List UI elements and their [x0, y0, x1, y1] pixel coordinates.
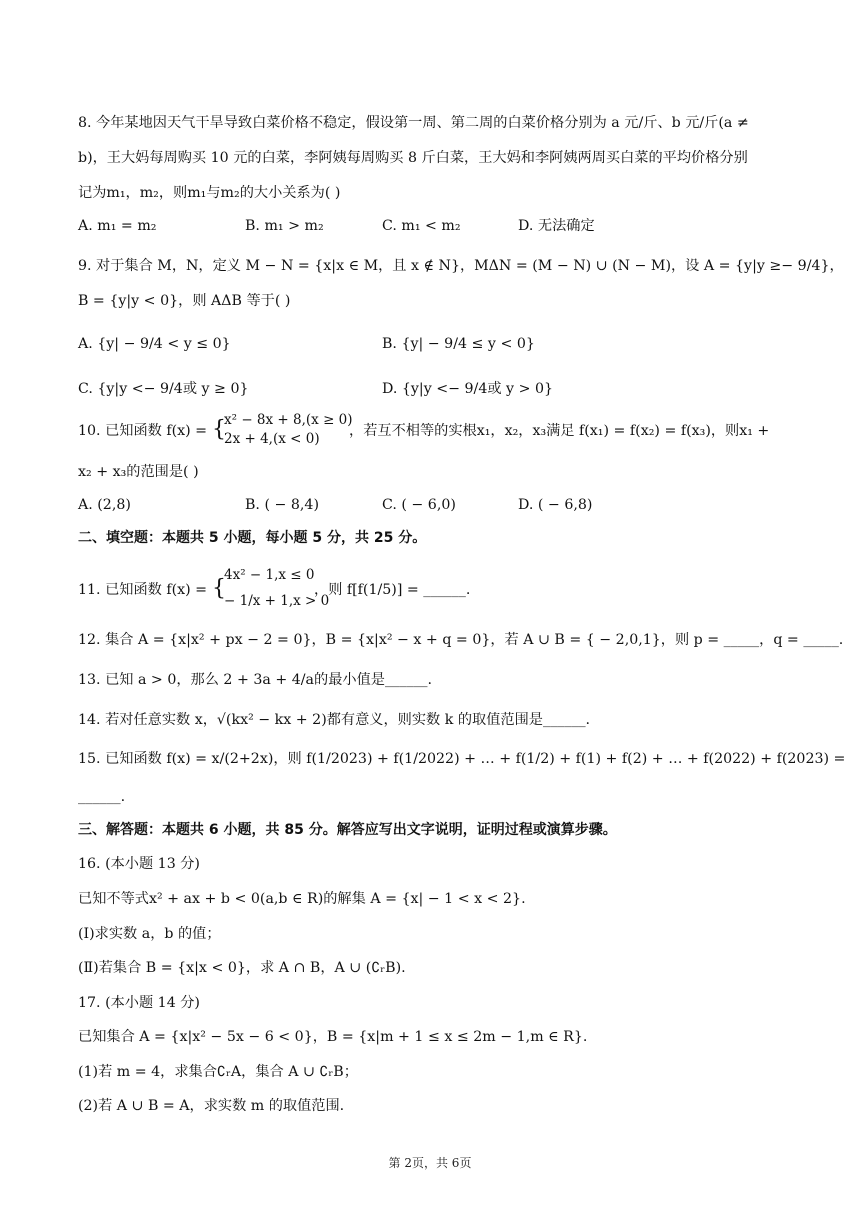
q12-text: 12. 集合 A = {x|x² + px − 2 = 0}，B = {x|x² − x + q = 0}，若 A ∪ B = { − 2,0,1}，则 p = _____，q = _____. [78, 632, 844, 648]
q10-prefix: 10. 已知函数 f(x) = [78, 423, 208, 439]
q16-line1: 已知不等式x² + ax + b < 0(a,b ∈ R)的解集 A = {x| − 1 < x < 2}. [78, 891, 526, 907]
q8-option-a: A. m₁ = m₂ [78, 218, 157, 234]
section-fill-in-heading: 二、填空题：本题共 5 小题，每小题 5 分，共 25 分。 [78, 530, 427, 546]
q9-option-d: D. {y|y <− 9/4或 y > 0} [382, 381, 554, 397]
q15-line2: ______. [78, 789, 126, 805]
q15-line1: 15. 已知函数 f(x) = x/(2+2x)，则 f(1/2023) + f(1/2022) + … + f(1/2) + f(1) + f(2) + … + f(2022) + f(2023) = [78, 751, 846, 767]
page-footer: 第 2页，共 6页 [388, 1156, 472, 1170]
q9-option-c: C. {y|y <− 9/4或 y ≥ 0} [78, 381, 249, 397]
q16-title: 16. (本小题 13 分) [78, 856, 200, 872]
q8-option-b: B. m₁ > m₂ [245, 218, 324, 234]
q10-case2: 2x + 4,(x < 0) [224, 431, 320, 447]
q10-case1: x² − 8x + 8,(x ≥ 0) [224, 412, 353, 428]
q10-option-a: A. (2,8) [78, 497, 131, 513]
q8-option-d: D. 无法确定 [518, 218, 595, 234]
q8-option-c: C. m₁ < m₂ [382, 218, 461, 234]
q9-option-b: B. {y| − 9/4 ≤ y < 0} [382, 336, 535, 352]
q9-line2: B = {y|y < 0}，则 AΔB 等于( ) [78, 293, 291, 309]
q10-brace: { [212, 417, 226, 442]
q8-line2: b)，王大妈每周购买 10 元的白菜，李阿姨每周购买 8 斤白菜，王大妈和李阿姨两周买白菜的平均价格分别 [78, 150, 748, 166]
q10-option-b: B. ( − 8,4) [245, 497, 319, 513]
q13-text: 13. 已知 a > 0，那么 2 + 3a + 4/a的最小值是______. [78, 672, 433, 688]
q8-line1: 8. 今年某地因天气干旱导致白菜价格不稳定，假设第一周、第二周的白菜价格分别为 a 元/斤、b 元/斤(a ≠ [78, 115, 749, 131]
q11-case1: 4x² − 1,x ≤ 0 [224, 567, 315, 583]
section-solution-heading: 三、解答题：本题共 6 小题，共 85 分。解答应写出文字说明，证明过程或演算步骤。 [78, 822, 617, 838]
q16-line3: (Ⅱ)若集合 B = {x|x < 0}，求 A ∩ B，A ∪ (∁ᵣB). [78, 960, 406, 976]
q10-option-c: C. ( − 6,0) [382, 497, 456, 513]
q11-brace: { [212, 576, 226, 601]
q17-line2: (1)若 m = 4，求集合∁ᵣA，集合 A ∪ ∁ᵣB； [78, 1064, 358, 1080]
q17-line1: 已知集合 A = {x|x² − 5x − 6 < 0}，B = {x|m + 1 ≤ x ≤ 2m − 1,m ∈ R}. [78, 1029, 588, 1045]
q8-line3: 记为m₁，m₂，则m₁与m₂的大小关系为( ) [78, 185, 341, 201]
q10-option-d: D. ( − 6,8) [518, 497, 593, 513]
q14-text: 14. 若对任意实数 x，√(kx² − kx + 2)都有意义，则实数 k 的取值范围是______. [78, 712, 591, 728]
q9-option-a: A. {y| − 9/4 < y ≤ 0} [78, 336, 231, 352]
q11-prefix: 11. 已知函数 f(x) = [78, 582, 208, 598]
q11-case2: − 1/x + 1,x > 0 [224, 593, 330, 609]
q9-line1: 9. 对于集合 M，N，定义 M − N = {x|x ∈ M，且 x ∉ N}，MΔN = (M − N) ∪ (N − M)，设 A = {y|y ≥− 9/4}， [78, 258, 844, 274]
q16-line2: (Ⅰ)求实数 a，b 的值； [78, 926, 221, 942]
q10-suffix: ，若互不相等的实根x₁，x₂，x₃满足 f(x₁) = f(x₂) = f(x₃)，则x₁ + [349, 423, 770, 439]
q11-suffix: ，则 f[f(1/5)] = ______. [314, 582, 471, 598]
q17-line3: (2)若 A ∪ B = A，求实数 m 的取值范围. [78, 1098, 345, 1114]
q17-title: 17. (本小题 14 分) [78, 995, 200, 1011]
q10-line2: x₂ + x₃的范围是( ) [78, 464, 199, 480]
